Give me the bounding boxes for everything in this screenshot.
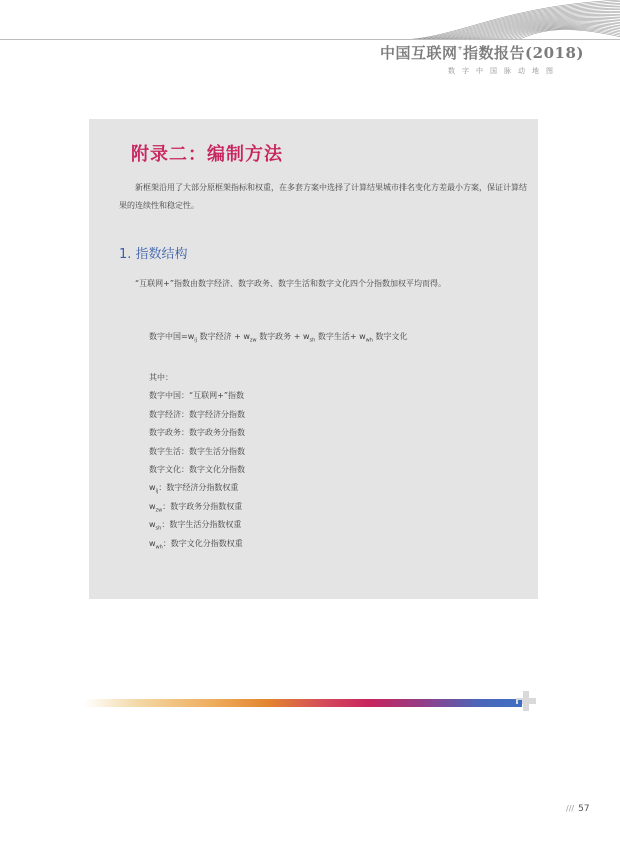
weight-item: $w_{zw}$：数字政务分指数权重 — [149, 501, 243, 514]
weight-item: $w_{wh}$：数字文化分指数权重 — [149, 538, 243, 551]
definition-item: 数字政务：数字政务分指数 — [149, 428, 245, 438]
section-paragraph: “互联网+”指数由数字经济、数字政务、数字生活和数字文化四个分指数加权平均而得。 — [135, 279, 446, 288]
header-wave-graphic — [380, 0, 620, 40]
definition-item: 数字文化：数字文化分指数 — [149, 464, 245, 474]
page-number: /// 57 — [566, 804, 590, 814]
definitions-list — [149, 369, 245, 553]
header-divider — [0, 39, 620, 40]
report-subtitle: 数字中国脉动地图 — [448, 67, 560, 75]
weight-item: $w_{sh}$：数字生活分指数权重 — [149, 520, 242, 532]
gradient-bar — [84, 699, 522, 707]
definition-item: 数字生活：数字生活分指数 — [149, 446, 245, 456]
appendix-title: 附录二：编制方法 — [131, 144, 283, 165]
definitions-head: 其中： — [149, 373, 173, 382]
section-title: 1. 指数结构 — [119, 247, 188, 262]
definition-item: 数字中国：“互联网+”指数 — [149, 391, 244, 401]
report-title: 中国互联网+指数报告(2018) — [380, 44, 584, 62]
appendix-panel — [89, 119, 538, 599]
weight-item: $w_{ij}$：数字经济分指数权重 — [149, 483, 239, 495]
plus-icon — [515, 690, 537, 712]
index-formula: 数字中国$=w_{ij}$ 数字经济 + $w_{zw}$ 数字政务 + $w_{sh}$ 数字生活+ $w_{wh}$ 数字文化 — [149, 332, 408, 344]
intro-paragraph: 新框架沿用了大部分原框架指标和权重，在多套方案中选择了计算结果城市排名变化方差最小方案，保证计算结果的连续性和稳定性。 — [119, 183, 527, 210]
definition-item: 数字经济：数字经济分指数 — [149, 409, 245, 419]
